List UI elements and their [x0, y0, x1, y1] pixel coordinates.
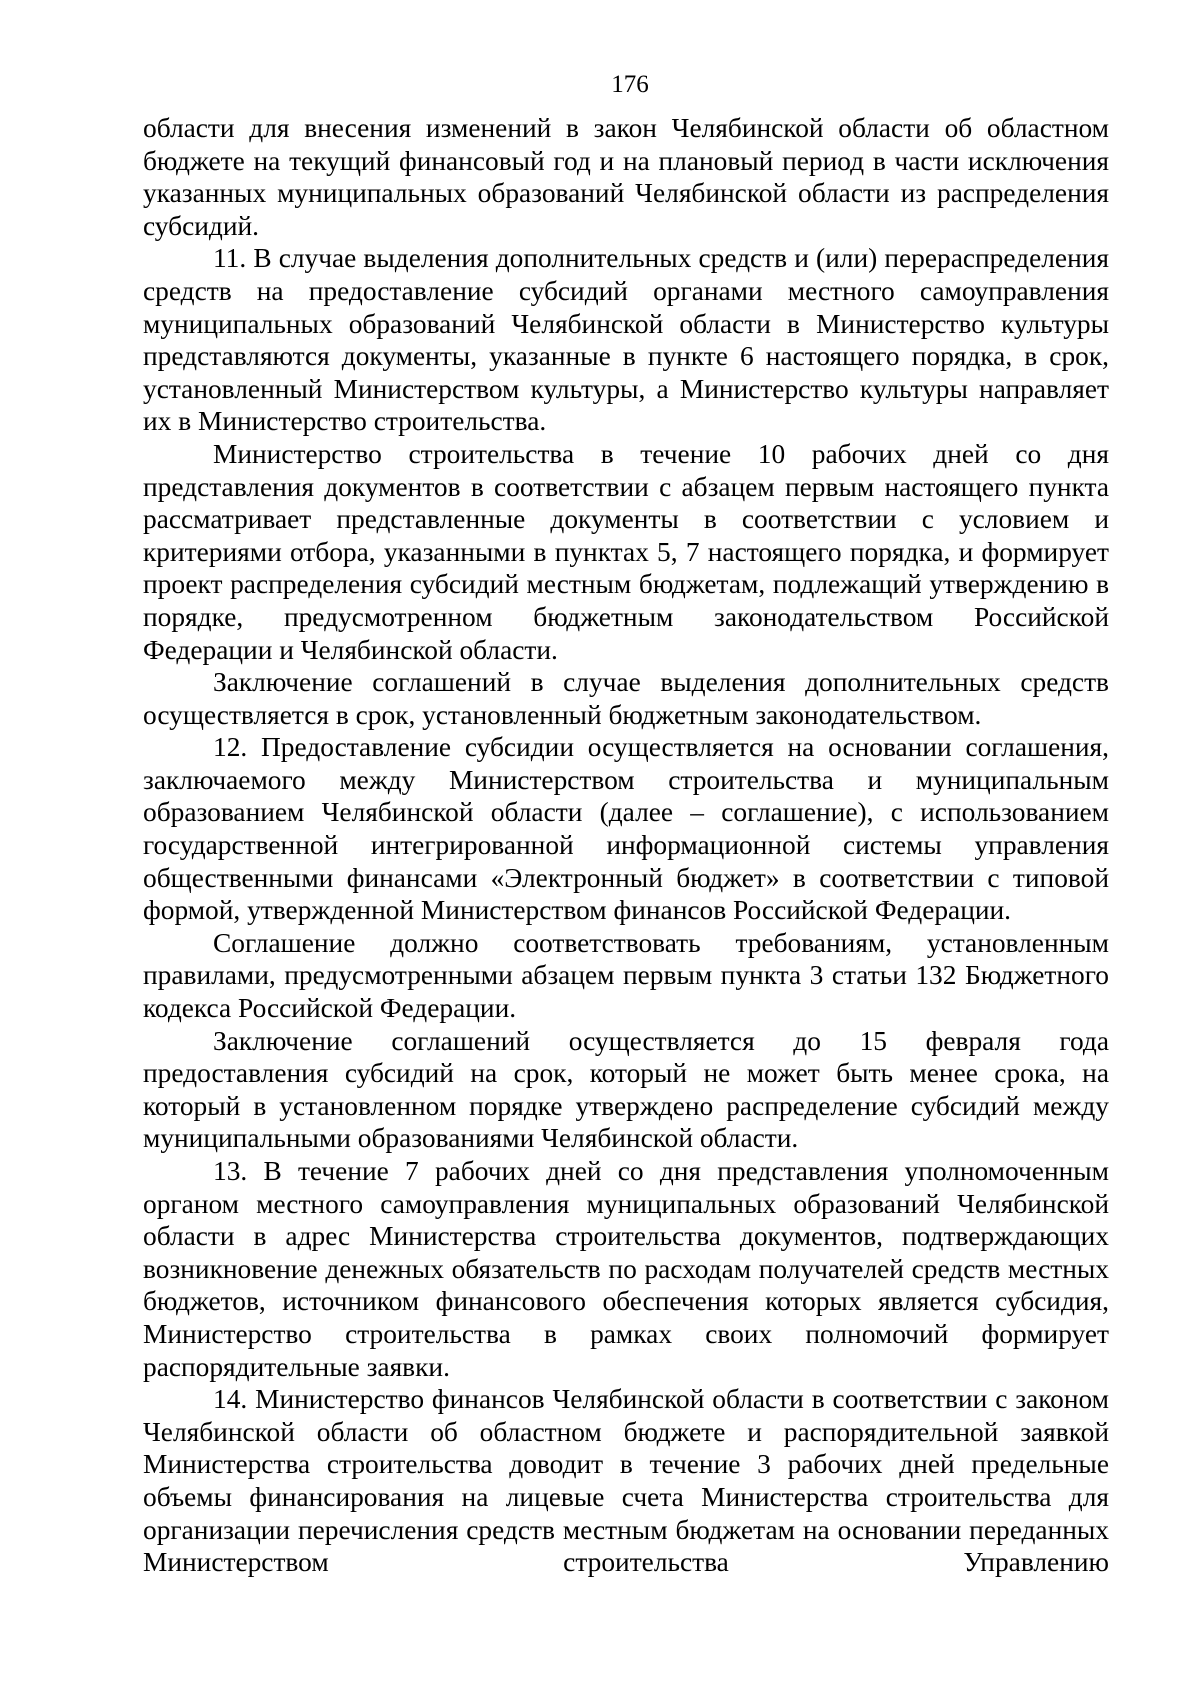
paragraph-item-11-review: Министерство строительства в течение 10 рабочих дней со дня представления документов в соответствии с абзацем первым настоящего пункта рассматривает представленные документы в соответствии с условием и критериями отбора, указанными в пунктах 5, 7 настоящего порядка, и формирует проект распределения субсидий местным бюджетам, подлежащий утверждению в порядке, предусмотренном бюджетным законодательством Российской Федерации и Челябинской области.: [143, 438, 1109, 665]
paragraph-item-12: 12. Предоставление субсидии осуществляется на основании соглашения, заключаемого между Министерством строительства и муниципальным образованием Челябинской области (далее – соглашение), с использованием государственной интегрированной информационной системы управления общественными финансами «Электронный бюджет» в соответствии с типовой формой, утвержденной Министерством финансов Российской Федерации.: [143, 732, 1109, 926]
paragraph-item-13: 13. В течение 7 рабочих дней со дня представления уполномоченным органом местного самоуправления муниципальных образований Челябинской области в адрес Министерства строительства документов, подтверждающих возникновение денежных обязательств по расходам получателей средств местных бюджетов, источником финансового обеспечения которых является субсидия, Министерство строительства в рамках своих полномочий формирует распорядительные заявки.: [143, 1156, 1109, 1382]
paragraph-item-12-requirements: Соглашение должно соответствовать требованиям, установленным правилами, предусмотренными абзацем первым пункта 3 статьи 132 Бюджетного кодекса Российской Федерации.: [143, 927, 1109, 1024]
paragraph-item-11: 11. В случае выделения дополнительных средств и (или) перераспределения средств на предоставление субсидий органами местного самоуправления муниципальных образований Челябинской области в Министерство культуры представляются документы, указанные в пункте 6 настоящего порядка, в срок, установленный Министерством культуры, а Министерство культуры направляет их в Министерство строительства.: [143, 243, 1109, 437]
paragraph-item-11-agreements: Заключение соглашений в случае выделения дополнительных средств осуществляется в срок, установленный бюджетным законодательством.: [143, 667, 1109, 730]
paragraph-item-14: 14. Министерство финансов Челябинской области в соответствии с законом Челябинской области об областном бюджете и распорядительной заявкой Министерства строительства доводит в течение 3 рабочих дней предельные объемы финансирования на лицевые счета Министерства строительства для организации перечисления средств местным бюджетам на основании переданных Министерством строительства Управлению: [143, 1384, 1109, 1578]
paragraph-item-12-deadline: Заключение соглашений осуществляется до 15 февраля года предоставления субсидий на срок, который не может быть менее срока, на который в установленном порядке утверждено распределение субсидий между муниципальными образованиями Челябинской области.: [143, 1025, 1109, 1154]
page-number: 176: [611, 71, 649, 98]
paragraph-continuation: области для внесения изменений в закон Челябинской области об областном бюджете на текущий финансовый год и на плановый период в части исключения указанных муниципальных образований Челябинской области из распределения субсидий.: [143, 113, 1109, 241]
document-body: [143, 112, 1109, 1579]
